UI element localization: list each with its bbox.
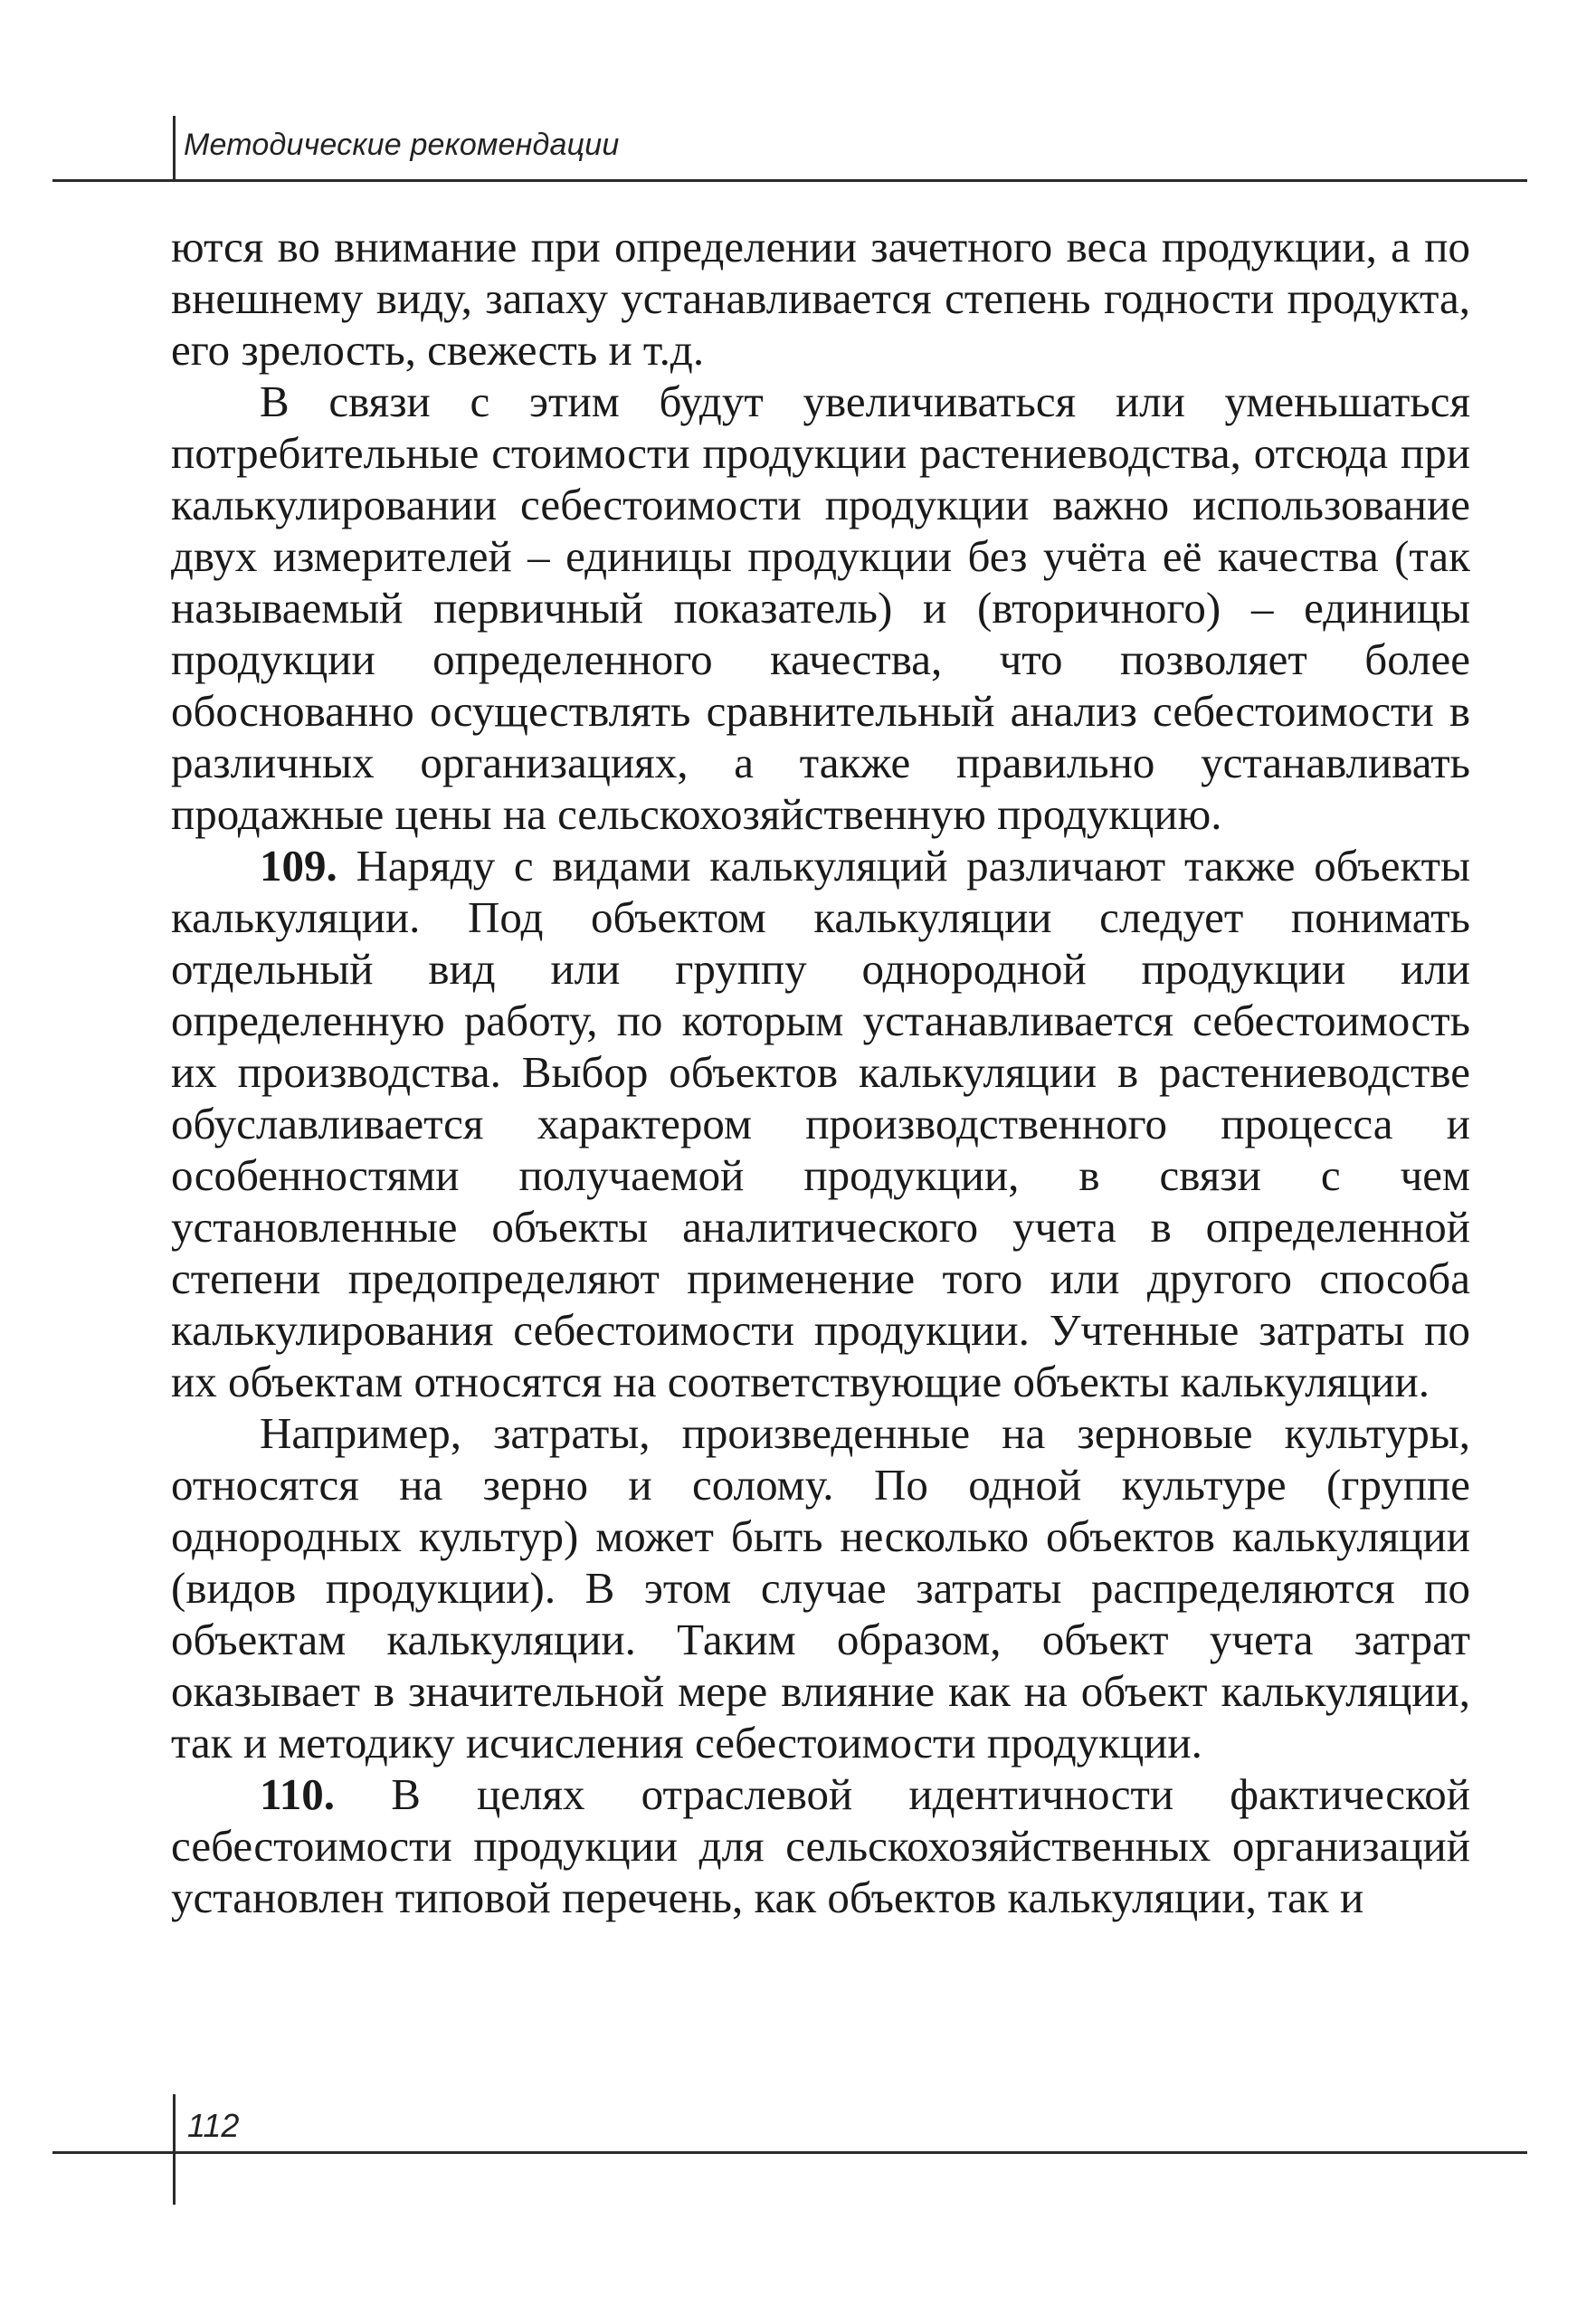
paragraph-text: Наряду с видами калькуляций различают также объекты калькуляции. Под объектом калькуляции следует понимать отдельный вид или группу однородной продукции или определенную работу, по которым устанавливается себестоимость их производства. Выбор объектов калькуляции в растениеводстве обуславливается характером производственного процесса и особенностями получаемой продукции, в связи с чем установленные объекты аналитического учета в определенной степени предопределяют применение того или другого способа калькулирования себестоимости продукции. Учтенные затраты по их объектам относятся на соответствующие объекты калькуляции. <box>171 841 1470 1406</box>
paragraph: В связи с этим будут увеличиваться или уменьшаться потребительные стоимости продукции растениеводства, отсюда при калькулировании себестоимости продукции важно использование двух измерителей – единицы продукции без учёта её качества (так называемый первичный показатель) и (вторичного) – единицы продукции определенного качества, что позволяет более обоснованно осуществлять сравнительный анализ себестоимости в различных организациях, а также правильно устанавливать продажные цены на сельскохозяйственную продукцию. <box>171 376 1470 839</box>
paragraph: Например, затраты, произведенные на зерновые культуры, относятся на зерно и солому. По одной культуре (группе однородных культур) может быть несколько объектов калькуляции (видов продукции). В этом случае затраты распределяются по объектам калькуляции. Таким образом, объект учета затрат оказывает в значительной мере влияние как на объект калькуляции, так и методику исчисления себестоимости продукции. <box>171 1408 1470 1768</box>
paragraph-item-109 <box>171 840 1470 1407</box>
item-number: 110. <box>260 1769 336 1819</box>
paragraph-text: В целях отраслевой идентичности фактической себестоимости продукции для сельскохозяйственных организаций установлен типовой перечень, как объектов калькуляции, так и <box>171 1769 1470 1922</box>
page-body <box>171 221 1470 1923</box>
header-vertical-bar <box>173 116 176 181</box>
running-head-title: Методические рекомендации <box>184 128 620 162</box>
header-rule <box>52 179 1527 182</box>
paragraph-continuation: ются во внимание при определении зачетного веса продукции, а по внешнему виду, запаху устанавливается степень годности продукта, его зрелость, свежесть и т.д. <box>171 222 1470 375</box>
item-number: 109. <box>260 841 337 891</box>
paragraph-item-110 <box>171 1768 1470 1923</box>
footer-vertical-bar <box>173 2094 176 2205</box>
page-number: 112 <box>187 2107 240 2144</box>
footer-rule <box>52 2151 1527 2154</box>
